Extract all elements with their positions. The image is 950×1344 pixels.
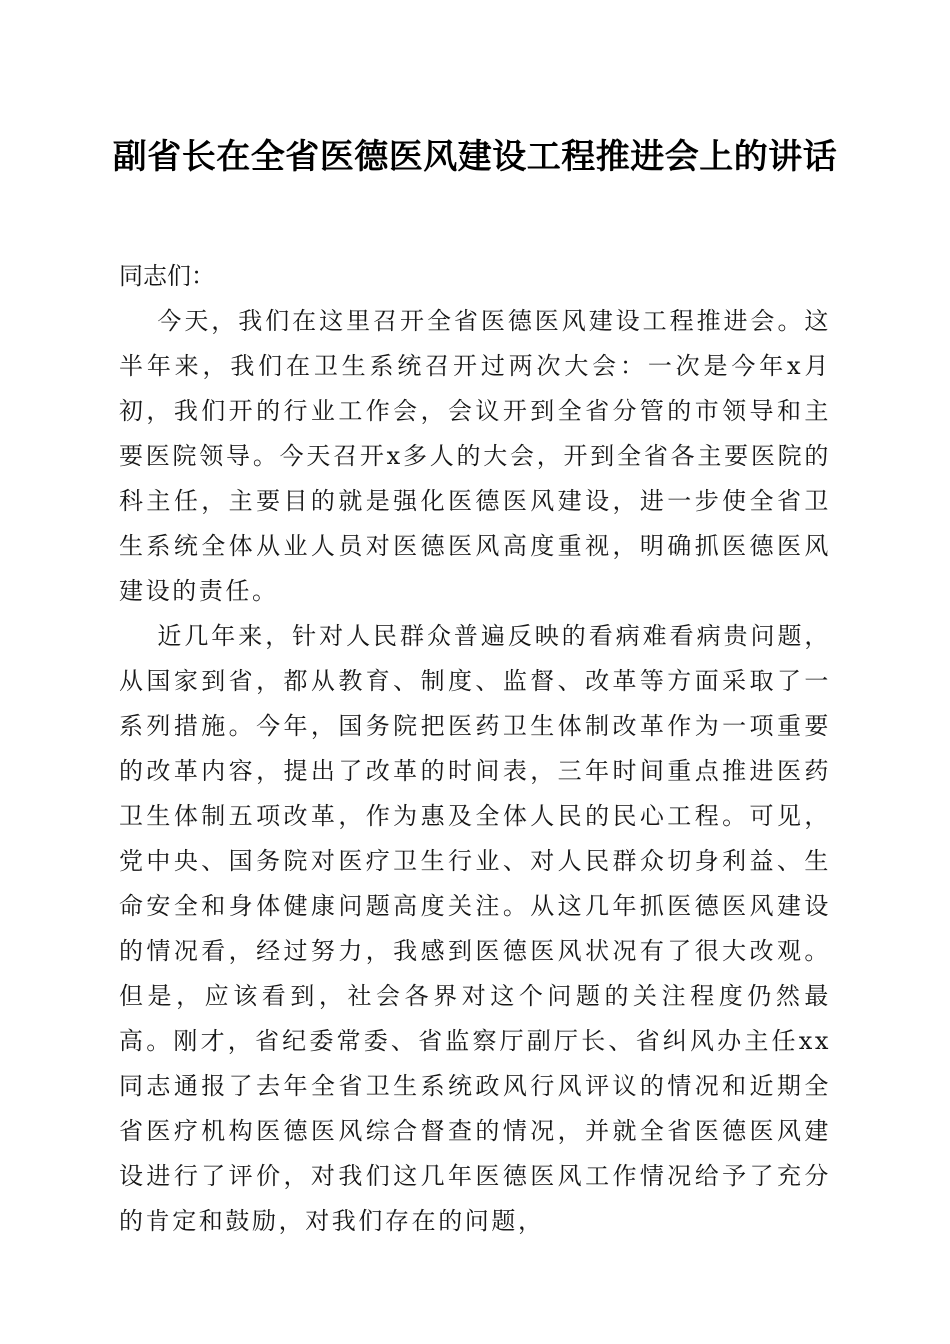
document-body bbox=[119, 254, 831, 1244]
document-title: 副省长在全省医德医风建设工程推进会上的讲话 bbox=[112, 137, 838, 177]
paragraph-2: 近几年来，针对人民群众普遍反映的看病难看病贵问题，从国家到省，都从教育、制度、监督、改革等方面采取了一系列措施。今年，国务院把医药卫生体制改革作为一项重要的改革内容，提出了改革的时间表，三年时间重点推进医药卫生体制五项改革，作为惠及全体人民的民心工程。可见，党中央、国务院对医疗卫生行业、对人民群众切身利益、生命安全和身体健康问题高度关注。从这几年抓医德医风建设的情况看，经过努力，我感到医德医风状况有了很大改观。但是，应该看到，社会各界对这个问题的关注程度仍然最高。刚才，省纪委常委、省监察厅副厅长、省纠风办主任xx同志通报了去年全省卫生系统政风行风评议的情况和近期全省医疗机构医德医风综合督查的情况，并就全省医德医风建设进行了评价，对我们这几年医德医风工作情况给予了充分的肯定和鼓励，对我们存在的问题， bbox=[119, 622, 831, 1235]
salutation: 同志们： bbox=[119, 262, 215, 290]
paragraph-1: 今天，我们在这里召开全省医德医风建设工程推进会。这半年来，我们在卫生系统召开过两次大会：一次是今年x月初，我们开的行业工作会，会议开到全省分管的市领导和主要医院领导。今天召开x多人的大会，开到全省各主要医院的科主任，主要目的就是强化医德医风建设，进一步使全省卫生系统全体从业人员对医德医风高度重视，明确抓医德医风建设的责任。 bbox=[119, 307, 831, 605]
